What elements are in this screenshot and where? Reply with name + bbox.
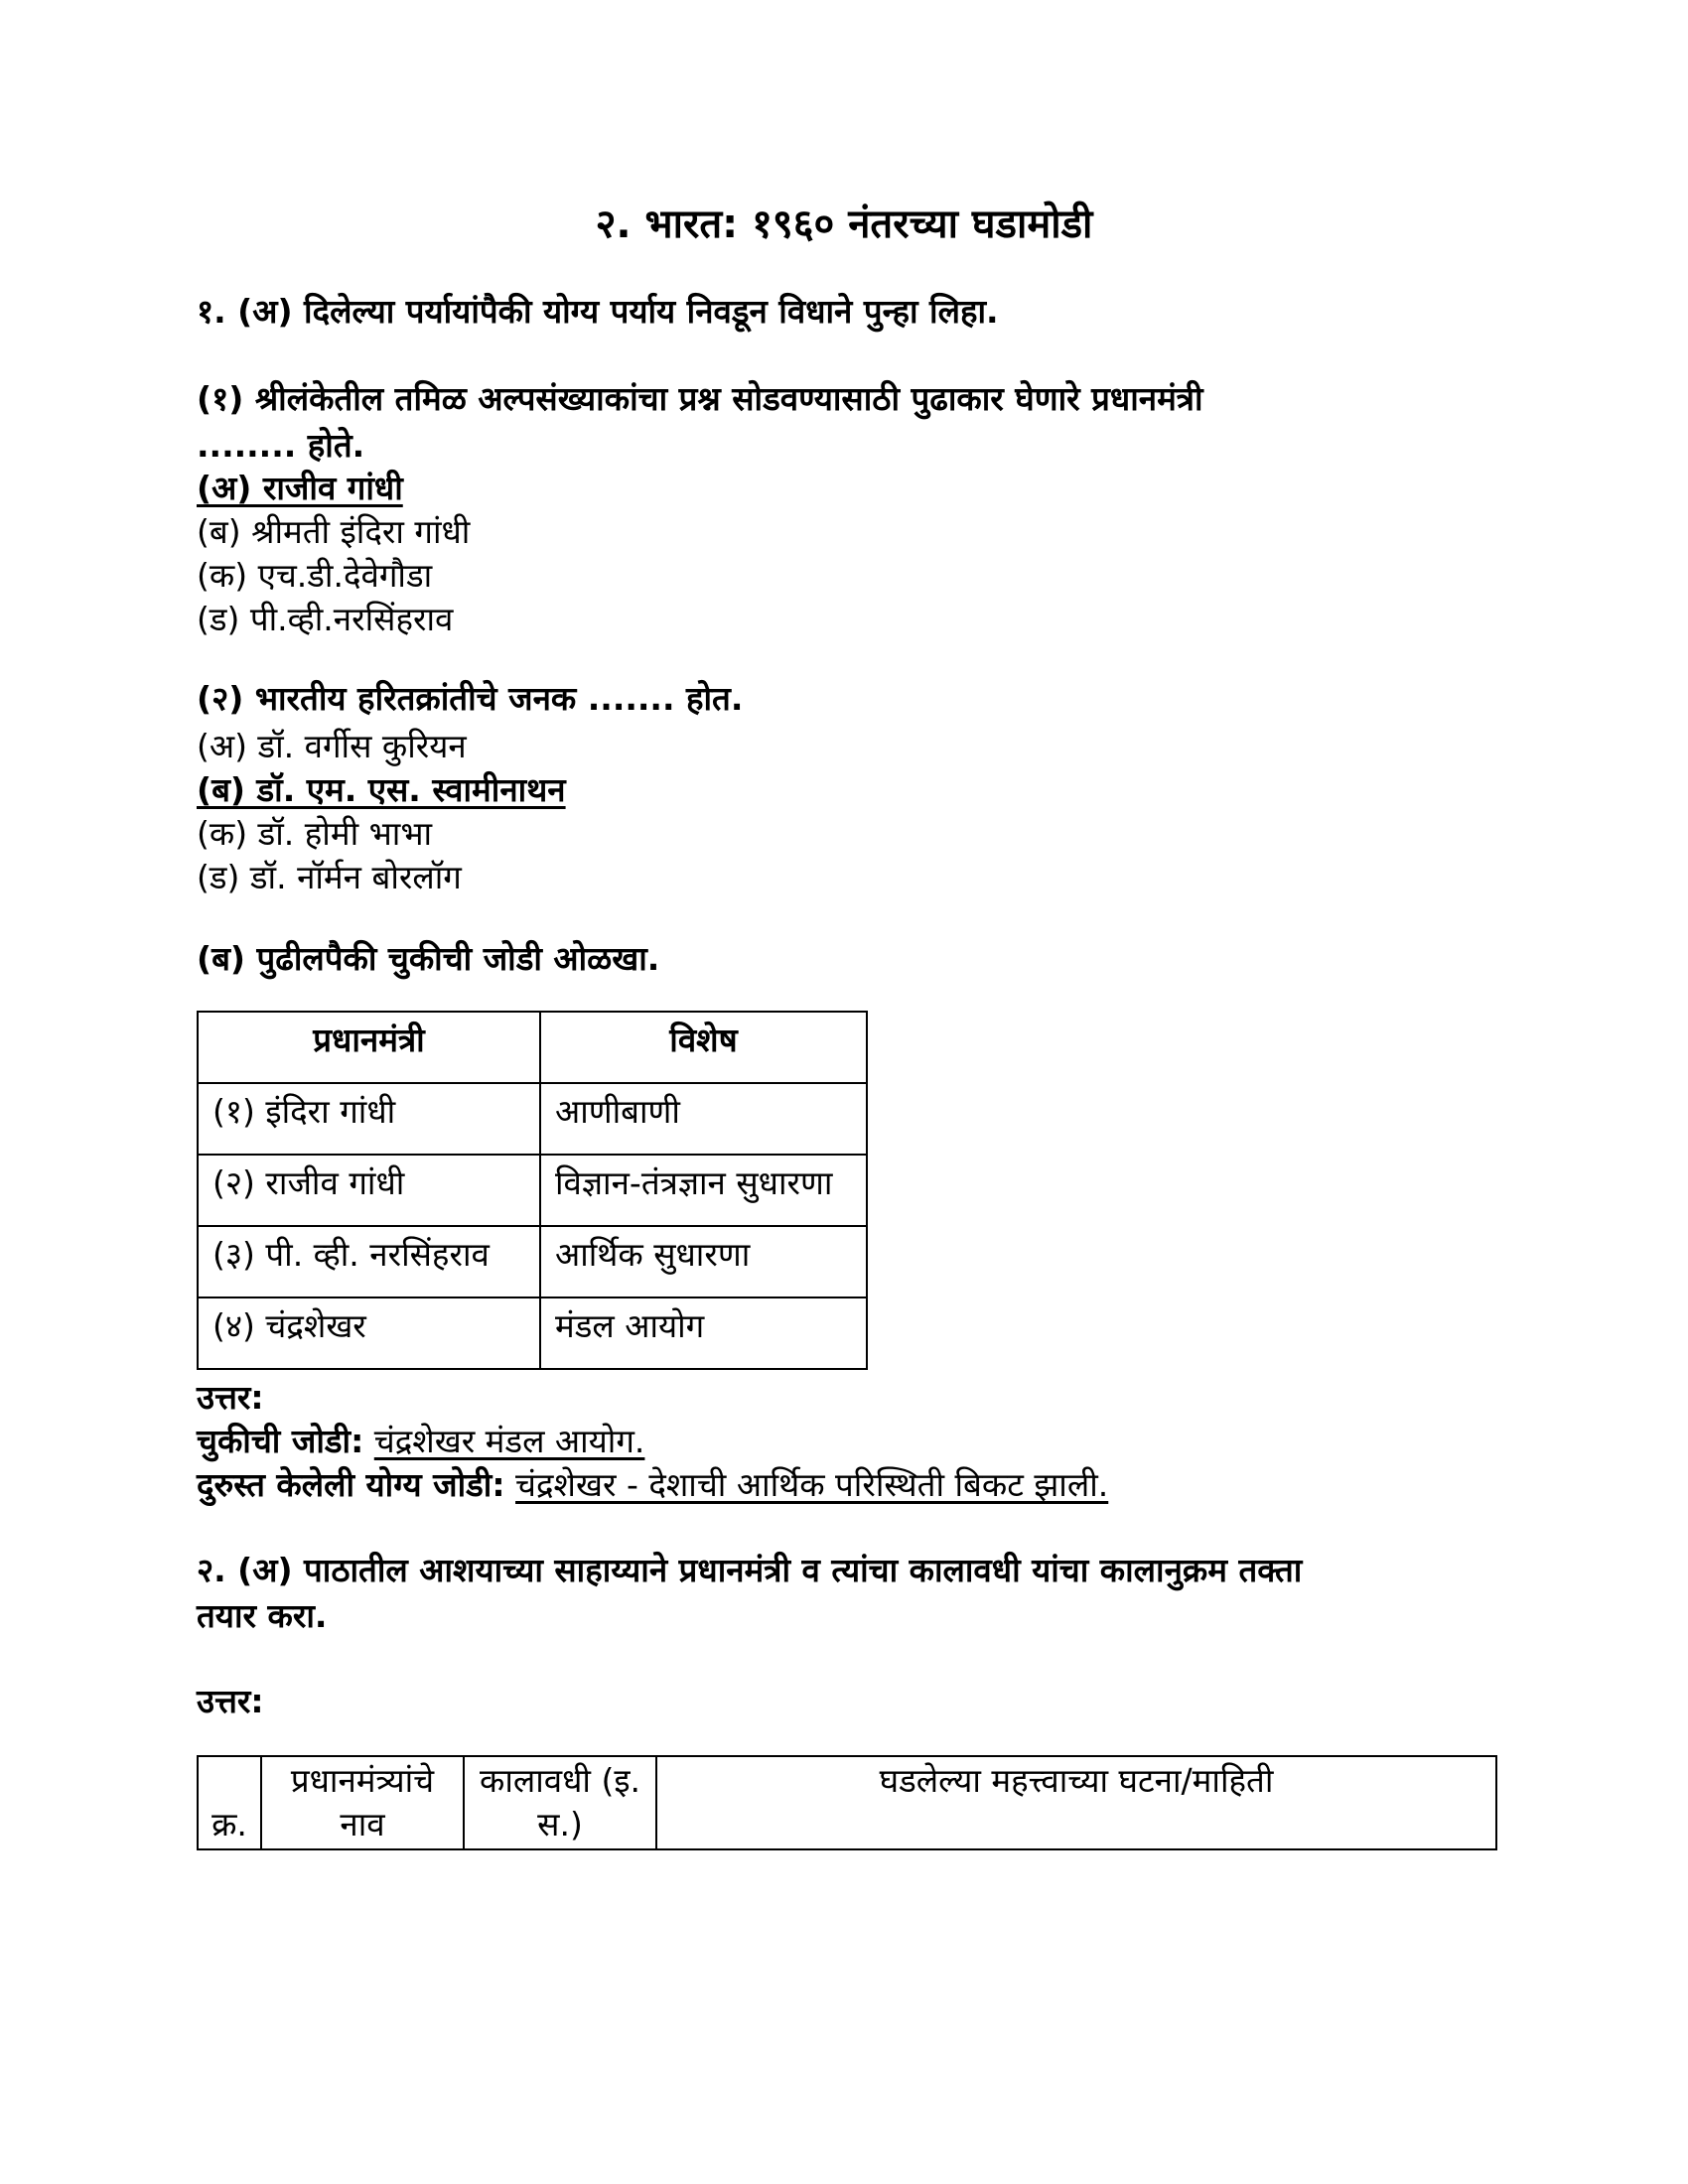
table-row [198, 1297, 867, 1369]
q2-option-b-correct: (ब) डॉ. एम. एस. स्वामीनाथन [197, 770, 566, 809]
events-label: घडलेल्या महत्त्वाच्या घटना/माहिती [879, 1761, 1274, 1800]
pair-table [197, 1011, 868, 1370]
q1-option-b: (ब) श्रीमती इंदिरा गांधी [197, 512, 471, 551]
q2a-line1: २. (अ) पाठातील आशयाच्या साहाय्याने प्रधानमंत्री व त्यांचा कालावधी यांचा कालानुक्रम तक्ता [197, 1551, 1303, 1589]
table-header-pm: प्रधानमंत्री [198, 1012, 540, 1083]
period-label-line1: कालावधी (इ. [479, 1761, 641, 1800]
q1-line2: ........ होते. [197, 426, 365, 465]
q1-option-c: (क) एच.डी.देवेगौडा [197, 556, 433, 595]
table-cell: विज्ञान-तंत्रज्ञान सुधारणा [540, 1155, 867, 1226]
q2-option-a: (अ) डॉ. वर्गीस कुरियन [197, 727, 467, 765]
table-header-row [198, 1756, 1496, 1849]
table-header-events [656, 1756, 1496, 1849]
wrong-pair-line [197, 1418, 644, 1462]
table-header-period [464, 1756, 656, 1849]
table-cell: (१) इंदिरा गांधी [198, 1083, 540, 1155]
table-cell: (४) चंद्रशेखर [198, 1297, 540, 1369]
table-row [198, 1155, 867, 1226]
pm-name-label-line2: नाव [340, 1805, 385, 1843]
chronology-table [197, 1755, 1497, 1850]
table-cell: आर्थिक सुधारणा [540, 1226, 867, 1297]
corrected-pair-label: दुरुस्त केलेली योग्य जोडी: [197, 1465, 505, 1504]
q1-option-a-correct: (अ) राजीव गांधी [197, 469, 403, 507]
pm-name-label-line1: प्रधानमंत्र्यांचे [290, 1761, 435, 1800]
table-row [198, 1083, 867, 1155]
q2-line1: (२) भारतीय हरितक्रांतीचे जनक ....... होत. [197, 679, 744, 718]
table-cell: (३) पी. व्ही. नरसिंहराव [198, 1226, 540, 1297]
wrong-pair-value: चंद्रशेखर मंडल आयोग. [373, 1422, 645, 1460]
period-label-line2: स.) [537, 1805, 583, 1843]
q2-option-c: (क) डॉ. होमी भाभा [197, 814, 433, 853]
q1-line1: (१) श्रीलंकेतील तमिळ अल्पसंख्याकांचा प्रश्न सोडवण्यासाठी पुढाकार घेणारे प्रधानमंत्री [197, 379, 1203, 418]
serial-label: क्र. [211, 1805, 247, 1843]
corrected-pair-value: चंद्रशेखर - देशाची आर्थिक परिस्थिती बिकट झाली. [515, 1465, 1109, 1504]
table-row [198, 1226, 867, 1297]
q1a-instruction: १. (अ) दिलेल्या पर्यायांपैकी योग्य पर्याय निवडून विधाने पुन्हा लिहा. [197, 292, 999, 331]
table-header-serial [198, 1756, 261, 1849]
q1-option-d: (ड) पी.व्ही.नरसिंहराव [197, 600, 454, 638]
answer-label: उत्तर: [197, 1378, 264, 1417]
table-header-pm-name [261, 1756, 464, 1849]
q2a-line2: तयार करा. [197, 1596, 328, 1635]
table-header-row [198, 1012, 867, 1083]
wrong-pair-label: चुकीची जोडी: [197, 1422, 364, 1460]
table-cell: आणीबाणी [540, 1083, 867, 1155]
answer-label-2: उत्तर: [197, 1682, 264, 1720]
q2-option-d: (ड) डॉ. नॉर्मन बोरलॉग [197, 858, 462, 896]
q1b-instruction: (ब) पुढीलपैकी चुकीची जोडी ओळखा. [197, 939, 660, 978]
table-cell: मंडल आयोग [540, 1297, 867, 1369]
page-title: २. भारत: १९६० नंतरच्या घडामोडी [595, 202, 1093, 247]
corrected-pair-line [197, 1461, 1108, 1506]
table-cell: (२) राजीव गांधी [198, 1155, 540, 1226]
table-header-special: विशेष [540, 1012, 867, 1083]
